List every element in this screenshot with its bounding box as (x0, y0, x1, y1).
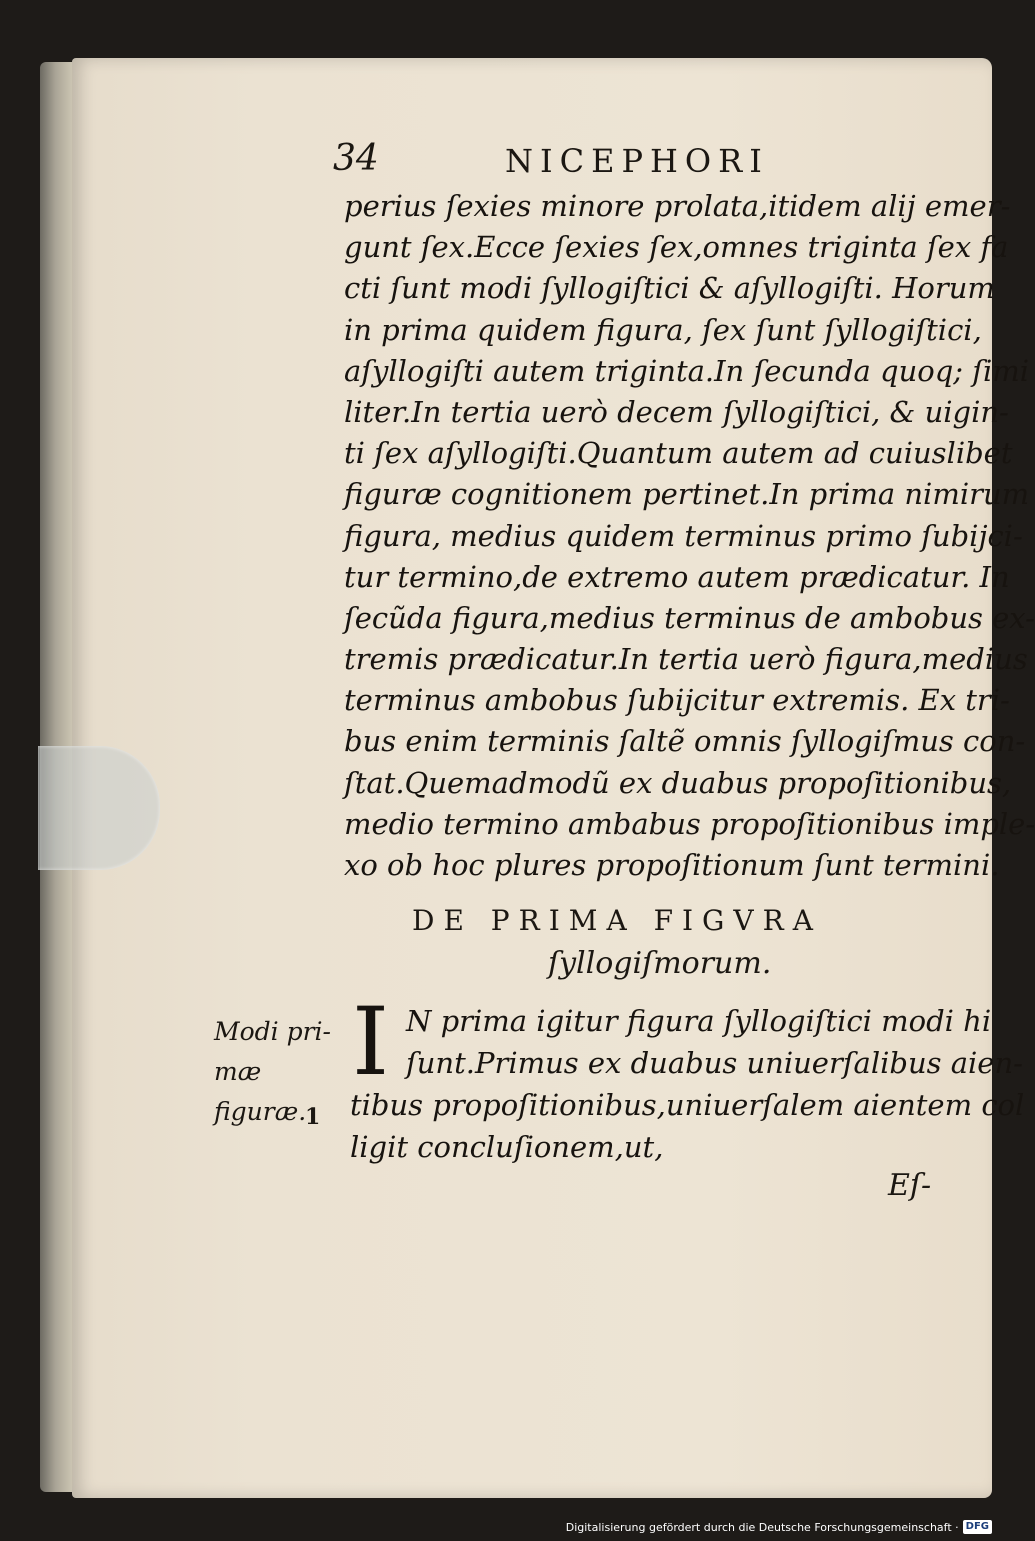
marginal-note: Modi pri- mæ figuræ. (214, 1017, 331, 1126)
running-head (333, 138, 933, 184)
running-title: NICEPHORI (505, 142, 769, 180)
text-line: tibus propoſitionibus,uniuerſalem aientem col (350, 1088, 1025, 1122)
book-clip (38, 746, 160, 870)
text-line: aſyllogiſti autem triginta.In ſecunda quoq; ſimi (344, 353, 1030, 388)
section-subheading: ſyllogiſmorum. (548, 946, 772, 981)
initial-letter: I (352, 988, 390, 1097)
text-line: tur termino,de extremo autem prædicatur. In (344, 559, 1010, 594)
text-line: gunt ſex.Ecce ſexies ſex,omnes triginta ſex fa (344, 230, 1009, 265)
text-line: figuræ cognitionem pertinet.In prima nimirum (344, 477, 1030, 512)
margin-numeral: 1 (305, 1104, 321, 1130)
footer-text: Digitalisierung gefördert durch die Deutsche Forschungsgemeinschaft · (565, 1520, 959, 1534)
text-line: ſecũda figura,medius terminus de ambobus ex- (344, 600, 1035, 635)
text-line: N prima igitur figura ſyllogiſtici modi hi (406, 1004, 992, 1038)
text-line: ſunt.Primus ex duabus uniuerſalibus aien- (406, 1046, 1023, 1080)
text-line: perius ſexies minore prolata,itidem alij emer- (344, 189, 1011, 223)
text-line: ligit concluſionem,ut, (350, 1130, 664, 1164)
text-line: xo ob hoc plures propoſitionum ſunt termini. (344, 848, 1000, 882)
paragraph-two (350, 1000, 1025, 1168)
dfg-footer (566, 1519, 992, 1535)
catchword: Eſ- (888, 1168, 932, 1203)
text-line: ti ſex aſyllogiſti.Quantum autem ad cuiuslibet (344, 436, 1013, 471)
dfg-logo-icon: DFG (963, 1520, 992, 1534)
text-line: ſtat.Quemadmodũ ex duabus propoſitionibus, (344, 765, 1012, 800)
text-line: in prima quidem figura, ſex ſunt ſyllogiſtici, (344, 312, 982, 347)
text-line: cti ſunt modi ſyllogiſtici & aſyllogiſti. Horum (344, 271, 995, 306)
text-line: bus enim terminis ſaltẽ omnis ſyllogiſmus con- (344, 724, 1026, 759)
text-line: liter.In tertia uerò decem ſyllogiſtici, & uigin- (344, 394, 1009, 429)
text-line: tremis prædicatur.In tertia uerò figura,medius (344, 642, 1028, 677)
body-text (344, 186, 1035, 886)
text-line: medio termino ambabus propoſitionibus imple- (344, 806, 1035, 841)
section-heading: DE PRIMA FIGVRA (412, 904, 822, 937)
page-number: 34 (333, 138, 379, 179)
text-line: figura, medius quidem terminus primo ſubijci- (344, 518, 1023, 553)
text-line: terminus ambobus ſubijcitur extremis. Ex tri- (344, 683, 1010, 718)
